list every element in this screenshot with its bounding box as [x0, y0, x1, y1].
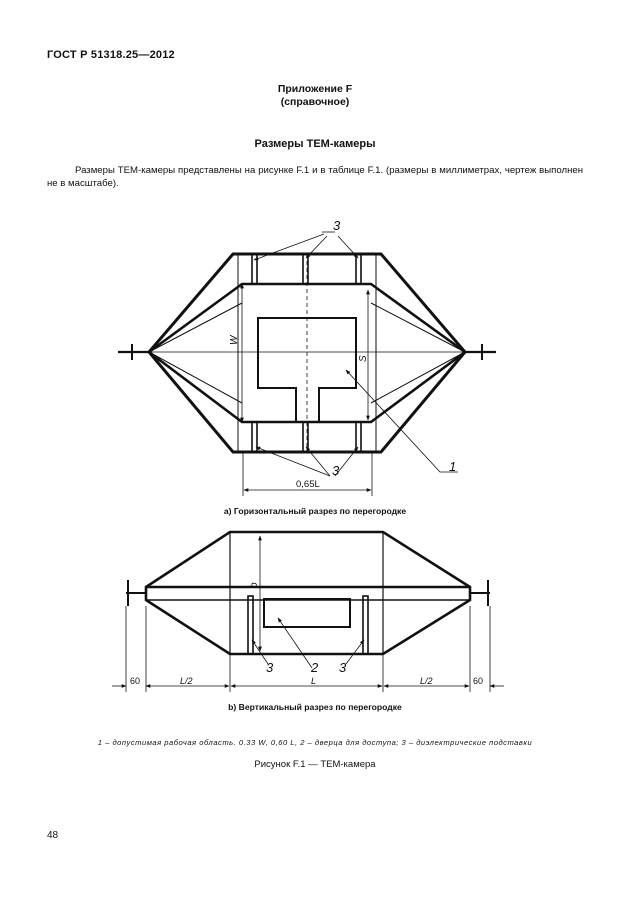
dim-s-label: S [358, 355, 369, 362]
annex-title: Приложение F [277, 83, 353, 95]
side-dielectric-support-left [248, 596, 253, 654]
top-view [118, 232, 496, 496]
label-2: 2 [311, 660, 319, 675]
caption-vertical-section: b) Вертикальный разрез по перегородке [228, 702, 402, 712]
dielectric-support-top-3 [356, 254, 361, 284]
page-number: 48 [47, 830, 59, 841]
intro-paragraph: Размеры ТЕМ-камеры представлены на рисунке F.1 и в таблице F.1. (размеры в миллиметрах, чертеж выполнен не в масштабе). [47, 165, 583, 189]
section-title: Размеры ТЕМ-камеры [254, 138, 376, 150]
dielectric-support-top-2 [303, 254, 308, 284]
dim-l-label: L [311, 676, 317, 686]
side-outer-outline [146, 532, 470, 654]
side-view [112, 532, 504, 692]
dielectric-support-bottom-3 [356, 422, 361, 452]
caption-horizontal-section: a) Горизонтальный разрез по перегородке [223, 506, 407, 516]
dim-w-label: W [229, 335, 240, 345]
access-door [264, 599, 350, 627]
label-1: 1 [449, 459, 457, 474]
dim-l2-right-label: L/2 [420, 676, 433, 686]
dim-b-label: b [249, 582, 260, 588]
dielectric-support-top-1 [252, 254, 257, 284]
annex-subtitle: (справочное) [280, 96, 350, 108]
label-3-bottom: 3 [332, 463, 340, 478]
label-3-left: 3 [266, 660, 274, 675]
dim-width-label: 0,65L [296, 479, 320, 490]
dim-l2-left-label: L/2 [180, 676, 193, 686]
side-dielectric-support-right [363, 596, 368, 654]
label-3-right: 3 [339, 660, 347, 675]
dielectric-support-bottom-2 [303, 422, 308, 452]
figure-caption: Рисунок F.1 — ТЕМ-камера [254, 759, 376, 770]
dim-60-left-label: 60 [130, 676, 141, 686]
label-3-top: 3 [333, 218, 341, 233]
figure-legend: 1 – допустимая рабочая область. 0.33 W, 0,60 L, 2 – дверца для доступа; 3 – диэлектрические подставки [97, 738, 533, 747]
standard-header: ГОСТ Р 51318.25—2012 [47, 49, 175, 61]
dim-60-right-label: 60 [473, 676, 484, 686]
